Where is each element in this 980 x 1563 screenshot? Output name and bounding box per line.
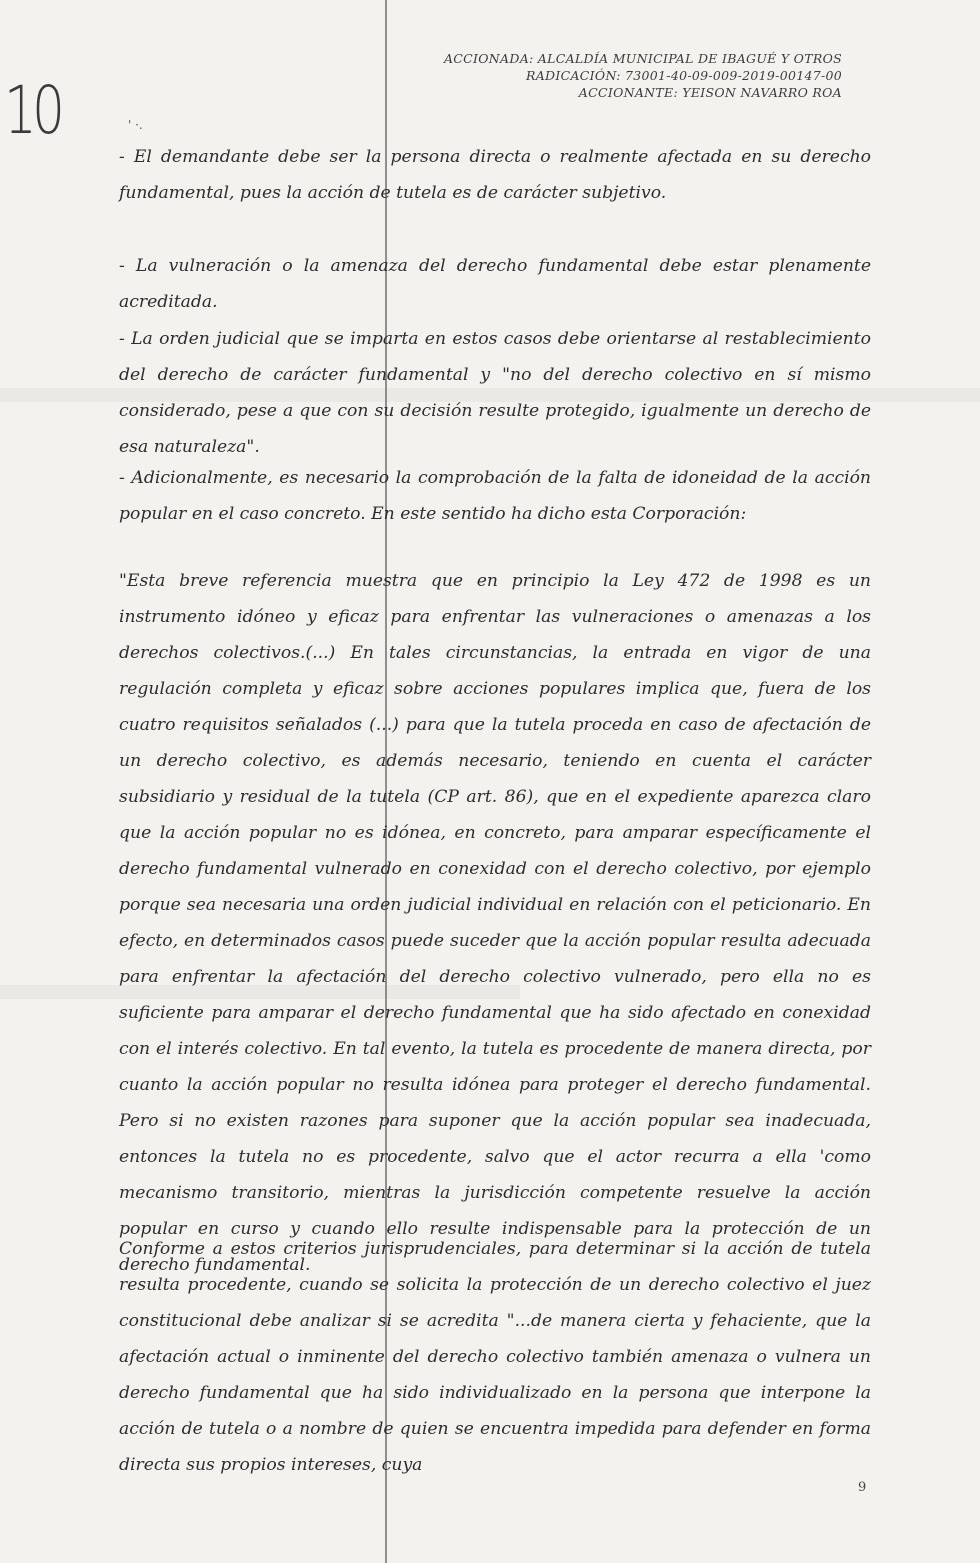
handwritten-folio-number: 10 [4,72,61,149]
paragraph-quotation: "Esta breve referencia muestra que en principio la Ley 472 de 1998 es un instrumento idóneo y eficaz para enfrentar las vulneraciones o amenazas a los derechos colectivos.(...) En tales circunstancias, la entrada en vigor de una regulación completa y eficaz sobre acciones populares implica que, fuera de los cuatro requisitos señalados (...) para que la tutela proceda en caso de afectación de un derecho colectivo, es además necesario, teniendo en cuenta el carácter subsidiario y residual de la tutela (CP art. 86), que en el expediente aparezca claro que la acción popular no es idónea, en concreto, para amparar específicamente el derecho fundamental vulnerado en conexidad con el derecho colectivo, por ejemplo porque sea necesaria una orden judicial individual en relación con el peticionario. En efecto, en determinados casos puede suceder que la acción popular resulta adecuada para enfrentar la afectación del derecho colectivo vulnerado, pero ella no es suficiente para amparar el derecho fundamental que ha sido afectado en conexidad con el interés colectivo. En tal evento, la tutela es procedente de manera directa, por cuanto la acción popular no resulta idónea para proteger el derecho fundamental. Pero si no existen razones para suponer que la acción popular sea inadecuada, entonces la tutela no es procedente, salvo que el actor recurra a ella 'como mecanismo transitorio, mientras la jurisdicción competente resuelve la acción popular en curso y cuando ello resulte indispensable para la protección de un derecho fundamental. [119,571,871,1275]
paragraph-requirement-1: - El demandante debe ser la persona directa o realmente afectada en su derecho fundamental, pues la acción de tutela es de carácter subjetivo. [119,147,871,203]
page-number: 9 [858,1480,867,1495]
paragraph-conclusion: Conforme a estos criterios jurisprudenciales, para determinar si la acción de tutela resulta procedente, cuando se solicita la protección de un derecho colectivo el juez constitucional debe analizar si se acredita "...de manera cierta y fehaciente, que la afectación actual o inminente del derecho colectivo también amenaza o vulnera un derecho fundamental que ha sido individualizado en la persona que interpone la acción de tutela o a nombre de quien se encuentra impedida para defender en forma directa sus propios intereses, cuya [119,1239,871,1475]
paragraph-requirement-2: - La vulneración o la amenaza del derecho fundamental debe estar plenamente acreditada. [119,256,871,312]
paragraph-requirement-4: - Adicionalmente, es necesario la comprobación de la falta de idoneidad de la acción popular en el caso concreto. En este sentido ha dicho esta Corporación: [119,468,871,524]
header-radicacion: RADICACIÓN: 73001-40-09-009-2019-00147-00 [526,68,842,83]
paragraph-requirement-3: - La orden judicial que se imparta en estos casos debe orientarse al restablecimiento del derecho de carácter fundamental y "no del derecho colectivo en sí mismo considerado, pese a que con su decisión resulte protegido, igualmente un derecho de esa naturaleza". [119,329,871,457]
header-accionada: ACCIONADA: ALCALDÍA MUNICIPAL DE IBAGUÉ Y OTROS [443,51,842,66]
case-header [444,50,842,101]
scan-mark: ' ·. [128,118,143,132]
header-accionante: ACCIONANTE: YEISON NAVARRO ROA [578,85,842,100]
